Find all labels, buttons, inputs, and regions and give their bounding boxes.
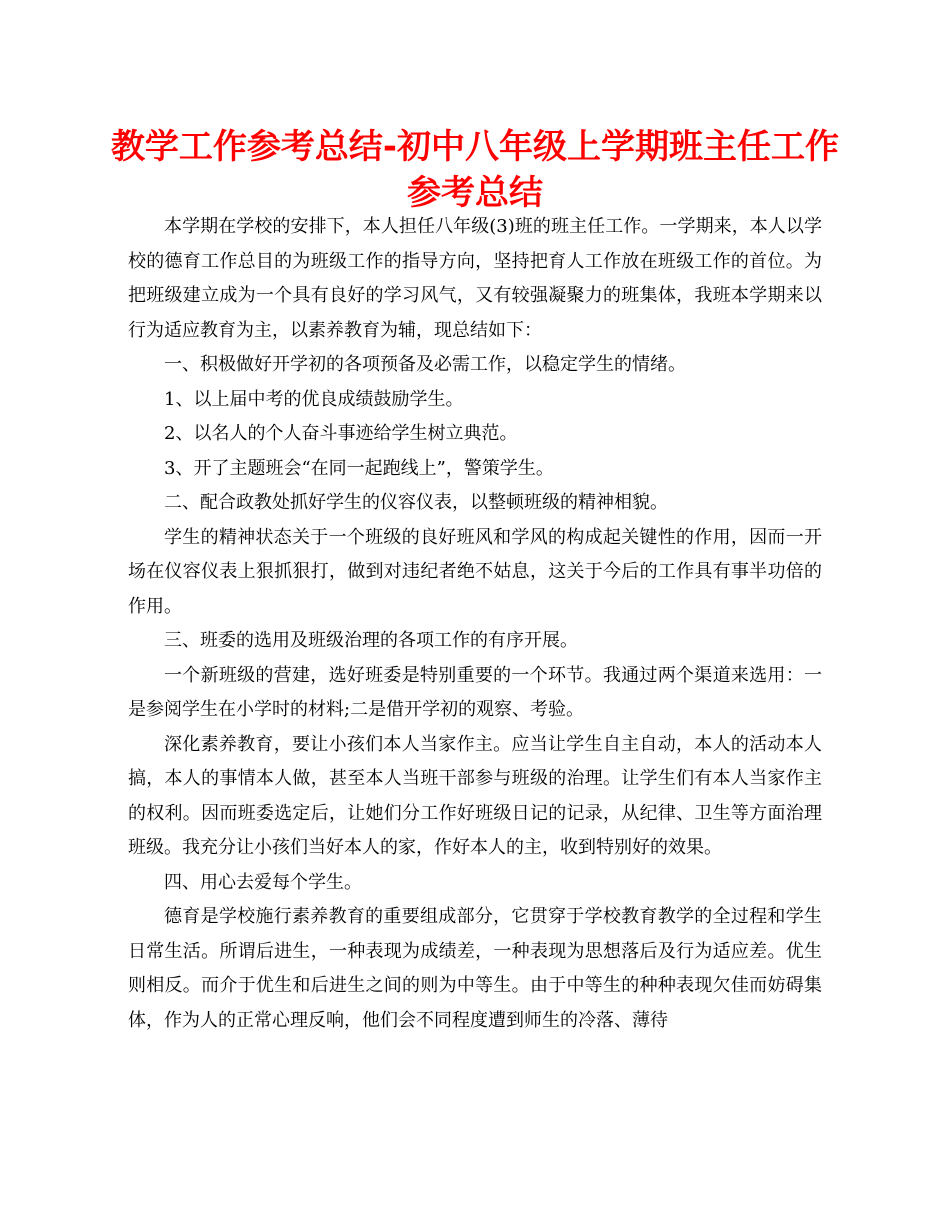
heading-section-1: 一、积极做好开学初的各项预备及必需工作，以稳定学生的情绪。 bbox=[164, 354, 686, 375]
paragraph-intro: 本学期在学校的安排下，本人担任八年级(3)班的班主任工作。一学期来，本人以学校的德育工作总目的为班级工作的指导方向，坚持把育人工作放在班级工作的首位。为把班级建立成为一个具有良好的学习风气，又有较强凝聚力的班集体，我班本学期来以行为适应教育为主，以素养教育为辅，现总结如下： bbox=[128, 216, 822, 341]
paragraph-section-3b: 深化素养教育，要让小孩们本人当家作主。应当让学生自主自动，本人的活动本人搞，本人的事情本人做，甚至本人当班干部参与班级的治理。让学生们有本人当家作主的权利。因而班委选定后，让她们分工作好班级日记的记录，从纪律、卫生等方面治理班级。我充分让小孩们当好本人的家，作好本人的主，收到特别好的效果。 bbox=[128, 733, 822, 858]
list-item-2: 2、以名人的个人奋斗事迹给学生树立典范。 bbox=[164, 423, 518, 444]
list-item-1: 1、以上届中考的优良成绩鼓励学生。 bbox=[164, 388, 464, 410]
heading-section-4: 四、用心去爱每个学生。 bbox=[164, 871, 362, 893]
paragraph-section-4: 德育是学校施行素养教育的重要组成部分，它贯穿于学校教育教学的全过程和学生日常生活。所谓后进生，一种表现为成绩差，一种表现为思想落后及行为适应差。优生则相反。而介于优生和后进生之间的则为中等生。由于中等生的种种表现欠佳而妨碍集体，作为人的正常心理反响，他们会不同程度遭到师生的冷落、薄待 bbox=[128, 906, 822, 1031]
heading-section-2: 二、配合政教处抓好学生的仪容仪表，以整顿班级的精神相貌。 bbox=[164, 492, 668, 513]
document-body bbox=[128, 210, 822, 1038]
document-title-line-2: 参考总结 bbox=[407, 173, 543, 213]
paragraph-section-3a: 一个新班级的营建，选好班委是特别重要的一个环节。我通过两个渠道来选用：一是参阅学生在小学时的材料;二是借开学初的观察、考验。 bbox=[128, 664, 822, 720]
heading-section-3: 三、班委的选用及班级治理的各项工作的有序开展。 bbox=[164, 630, 578, 651]
paragraph-section-2: 学生的精神状态关于一个班级的良好班风和学风的构成起关键性的作用，因而一开场在仪容仪表上狠抓狠打，做到对违纪者绝不姑息，这关于今后的工作具有事半功倍的作用。 bbox=[128, 526, 822, 617]
document-title-line-1: 教学工作参考总结-初中八年级上学期班主任工作 bbox=[110, 127, 840, 167]
list-item-3: 3、开了主题班会“在同一起跑线上”，警策学生。 bbox=[164, 457, 554, 479]
